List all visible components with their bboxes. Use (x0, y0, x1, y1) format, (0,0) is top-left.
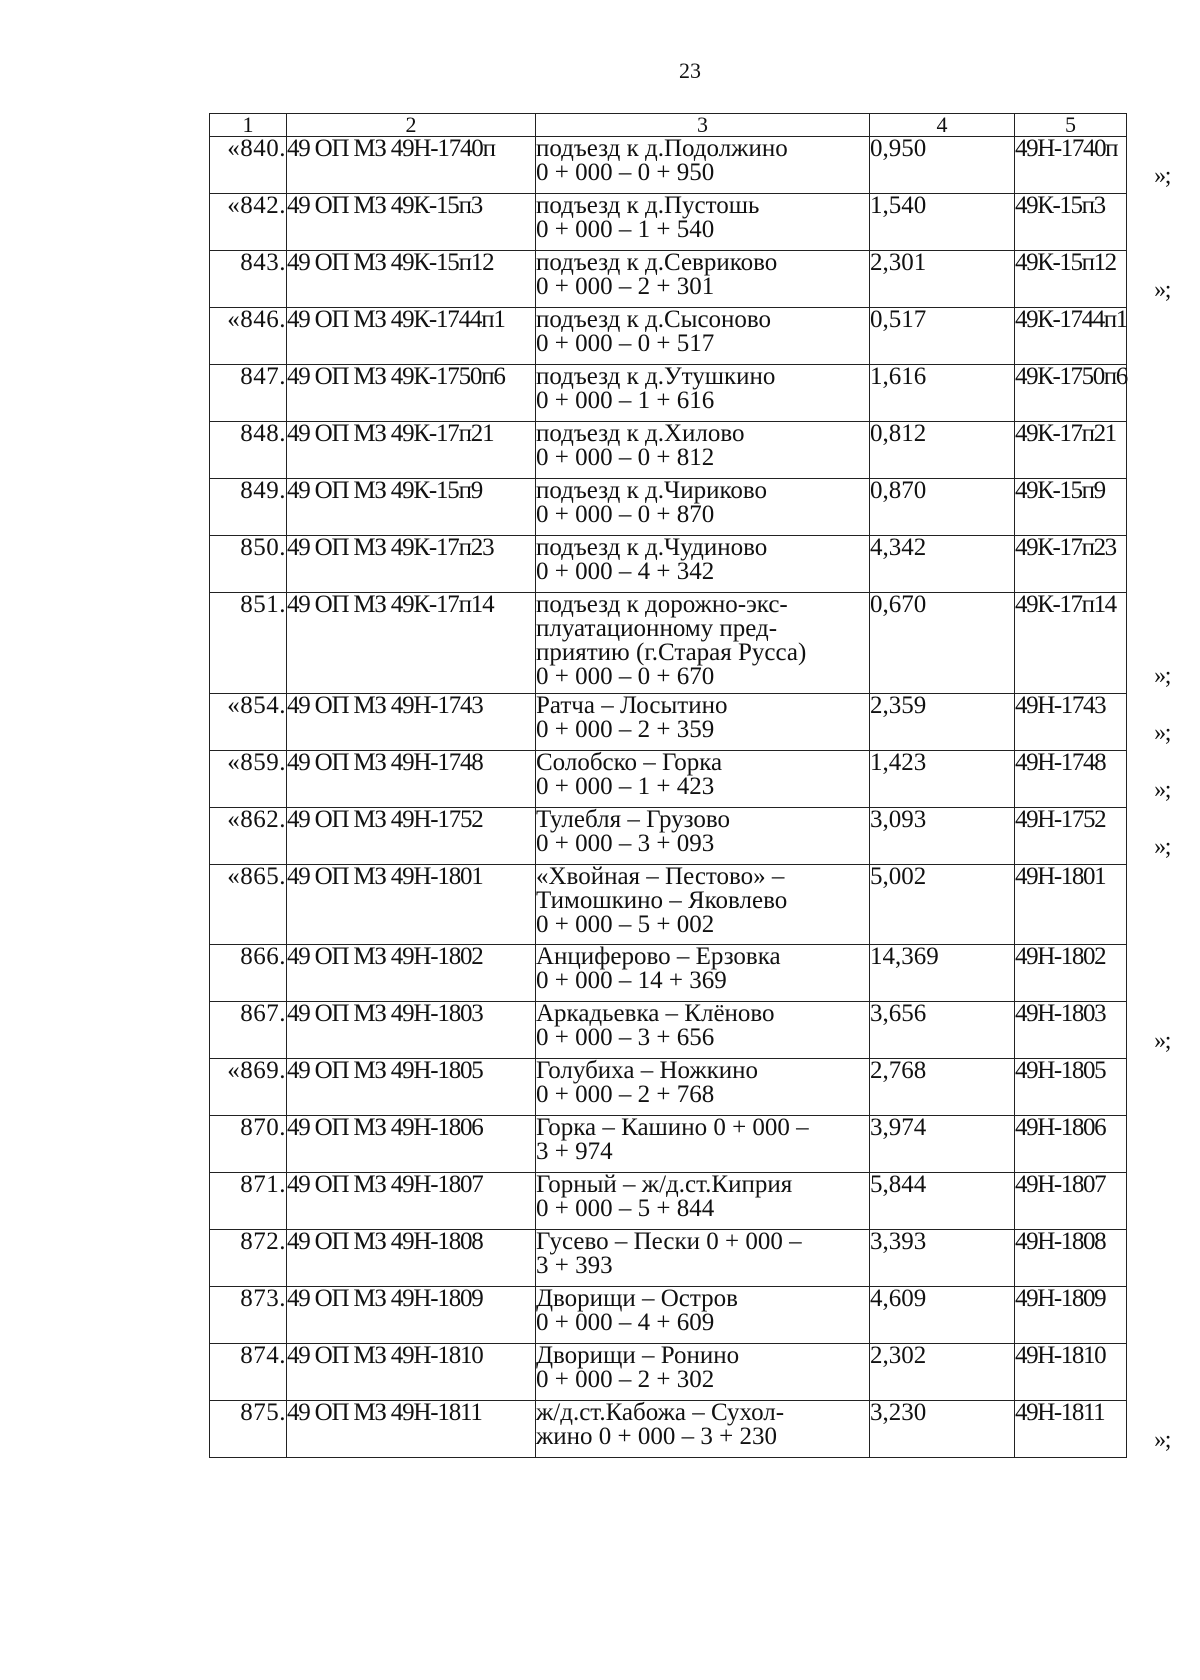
road-name-cell (536, 945, 870, 1002)
road-id-text: 49Н-1811 (1015, 1399, 1105, 1426)
road-code-cell: 49 ОП МЗ 49К-15п3 (287, 194, 536, 251)
row-number-cell: 849. (210, 479, 287, 536)
row-number-cell: «846. (210, 308, 287, 365)
quote-closer: »; (1154, 163, 1170, 189)
row-number-cell: «869. (210, 1059, 287, 1116)
road-id-text: 49К-17п23 (1015, 534, 1116, 561)
road-length-cell: 3,974 (870, 1116, 1015, 1173)
road-name-line: приятию (г.Старая Русса) (536, 639, 807, 666)
road-id-cell (1015, 591, 1170, 694)
table-row (210, 308, 1127, 365)
road-length-cell: 2,768 (870, 1059, 1015, 1116)
road-code-cell: 49 ОП МЗ 49Н-1803 (287, 1002, 536, 1059)
road-id-cell (1015, 1399, 1170, 1458)
road-code-cell: 49 ОП МЗ 49Н-1811 (287, 1401, 536, 1458)
road-name-cell (536, 1401, 870, 1458)
road-length-cell: 0,950 (870, 137, 1015, 194)
road-name-cell (536, 308, 870, 365)
road-id-text: 49Н-1752 (1015, 806, 1106, 833)
road-length-cell: 5,844 (870, 1173, 1015, 1230)
road-name-line: подъезд к д.Чудиново (536, 534, 768, 561)
road-length-cell: 2,359 (870, 694, 1015, 751)
road-id-cell (1015, 749, 1170, 808)
road-id-cell (1015, 1287, 1127, 1344)
road-name-line: 0 + 000 – 1 + 540 (536, 216, 715, 243)
row-number-cell: «865. (210, 865, 287, 945)
table-row (210, 479, 1127, 536)
table-row (210, 945, 1127, 1002)
road-id-text: 49Н-1807 (1015, 1171, 1106, 1198)
road-length-cell: 3,230 (870, 1401, 1015, 1458)
quote-closer: »; (1154, 720, 1170, 746)
road-id-text: 49Н-1810 (1015, 1342, 1106, 1369)
road-id-cell (1015, 1173, 1127, 1230)
road-name-line: Ратча – Лосытино (536, 692, 728, 719)
road-code-cell: 49 ОП МЗ 49К-17п21 (287, 422, 536, 479)
road-name-line: 0 + 000 – 5 + 844 (536, 1195, 715, 1222)
road-code-cell: 49 ОП МЗ 49Н-1752 (287, 808, 536, 865)
road-id-text: 49К-15п3 (1015, 192, 1105, 219)
road-name-cell (536, 1287, 870, 1344)
row-number-cell: 851. (210, 593, 287, 694)
row-number-cell: 848. (210, 422, 287, 479)
road-name-line: «Хвойная – Пестово» – (536, 863, 785, 890)
road-name-line: Голубиха – Ножкино (536, 1057, 759, 1084)
road-table-container (209, 112, 1170, 1458)
table-row (210, 251, 1127, 308)
road-code-cell: 49 ОП МЗ 49Н-1806 (287, 1116, 536, 1173)
road-code-cell: 49 ОП МЗ 49Н-1809 (287, 1287, 536, 1344)
table-body (210, 135, 1170, 1458)
road-id-text: 49Н-1806 (1015, 1114, 1106, 1141)
table-row (210, 593, 1127, 694)
road-length-cell: 2,302 (870, 1344, 1015, 1401)
row-number-cell: 866. (210, 945, 287, 1002)
road-name-line: подъезд к дорожно-экс- (536, 591, 788, 618)
road-name-line: ж/д.ст.Кабожа – Сухол- (536, 1399, 785, 1426)
header-col-3: 3 (536, 114, 870, 137)
table-row (210, 422, 1127, 479)
road-name-line: Анциферово – Ерзовка (536, 943, 781, 970)
table-row (210, 694, 1127, 751)
road-name-line: 0 + 000 – 2 + 768 (536, 1081, 715, 1108)
road-name-line: Горный – ж/д.ст.Киприя (536, 1171, 793, 1198)
row-number-cell: 874. (210, 1344, 287, 1401)
road-id-text: 49Н-1743 (1015, 692, 1106, 719)
road-id-cell (1015, 194, 1127, 251)
road-name-cell (536, 137, 870, 194)
road-code-cell: 49 ОП МЗ 49Н-1801 (287, 865, 536, 945)
page-number: 23 (679, 58, 701, 83)
road-id-cell (1015, 536, 1127, 593)
road-name-line: Аркадьевка – Клёново (536, 1000, 775, 1027)
quote-closer: »; (1154, 1028, 1170, 1054)
road-name-line: 0 + 000 – 0 + 950 (536, 159, 715, 186)
road-name-line: 3 + 393 (536, 1252, 613, 1279)
road-length-cell: 4,609 (870, 1287, 1015, 1344)
table-row (210, 1116, 1127, 1173)
table-row (210, 1002, 1127, 1059)
table-row (210, 1173, 1127, 1230)
header-col-1: 1 (210, 114, 287, 137)
road-length-cell: 4,342 (870, 536, 1015, 593)
road-id-cell (1015, 692, 1170, 751)
table-row (210, 1401, 1127, 1458)
road-id-text: 49Н-1802 (1015, 943, 1106, 970)
road-name-cell (536, 1344, 870, 1401)
road-id-text: 49Н-1808 (1015, 1228, 1106, 1255)
road-length-cell: 3,393 (870, 1230, 1015, 1287)
quote-closer: »; (1154, 277, 1170, 303)
road-name-line: 0 + 000 – 5 + 002 (536, 911, 715, 938)
row-number-cell: 872. (210, 1230, 287, 1287)
row-number-cell: 850. (210, 536, 287, 593)
road-id-text: 49Н-1748 (1015, 749, 1106, 776)
header-col-4: 4 (870, 114, 1015, 137)
road-name-line: подъезд к д.Чириково (536, 477, 767, 504)
road-code-cell: 49 ОП МЗ 49К-1744п1 (287, 308, 536, 365)
road-name-cell (536, 1002, 870, 1059)
road-name-line: 0 + 000 – 14 + 369 (536, 967, 727, 994)
road-length-cell: 0,517 (870, 308, 1015, 365)
road-name-cell (536, 808, 870, 865)
road-name-cell (536, 422, 870, 479)
road-name-cell (536, 1173, 870, 1230)
road-length-cell: 0,812 (870, 422, 1015, 479)
road-name-cell (536, 694, 870, 751)
row-number-cell: 867. (210, 1002, 287, 1059)
road-id-cell (1015, 1059, 1127, 1116)
road-length-cell: 0,870 (870, 479, 1015, 536)
road-name-cell (536, 1116, 870, 1173)
road-id-cell (1015, 865, 1127, 945)
road-name-cell (536, 1230, 870, 1287)
road-name-line: 0 + 000 – 4 + 609 (536, 1309, 715, 1336)
road-code-cell: 49 ОП МЗ 49Н-1748 (287, 751, 536, 808)
road-length-cell: 1,540 (870, 194, 1015, 251)
road-name-line: подъезд к д.Подолжино (536, 135, 788, 162)
road-name-cell (536, 865, 870, 945)
road-code-cell: 49 ОП МЗ 49Н-1743 (287, 694, 536, 751)
road-id-cell (1015, 1230, 1127, 1287)
road-id-cell (1015, 135, 1170, 194)
road-code-cell: 49 ОП МЗ 49Н-1740п (287, 137, 536, 194)
road-name-cell (536, 751, 870, 808)
road-name-line: подъезд к д.Утушкино (536, 363, 776, 390)
road-length-cell: 0,670 (870, 593, 1015, 694)
road-length-cell: 1,423 (870, 751, 1015, 808)
row-number-cell: 870. (210, 1116, 287, 1173)
table-row (210, 137, 1127, 194)
row-number-cell: 847. (210, 365, 287, 422)
table-row (210, 536, 1127, 593)
road-name-line: 3 + 974 (536, 1138, 613, 1165)
road-code-cell: 49 ОП МЗ 49К-1750п6 (287, 365, 536, 422)
road-name-line: Тимошкино – Яковлево (536, 887, 788, 914)
road-id-cell (1015, 308, 1127, 365)
road-name-line: 0 + 000 – 2 + 359 (536, 716, 715, 743)
road-name-line: плуатационному пред- (536, 615, 778, 642)
road-code-cell: 49 ОП МЗ 49Н-1802 (287, 945, 536, 1002)
road-name-line: 0 + 000 – 4 + 342 (536, 558, 715, 585)
table-row (210, 751, 1127, 808)
road-code-cell: 49 ОП МЗ 49Н-1807 (287, 1173, 536, 1230)
road-code-cell: 49 ОП МЗ 49Н-1810 (287, 1344, 536, 1401)
road-id-text: 49Н-1740п (1015, 135, 1118, 162)
table-row (210, 1344, 1127, 1401)
road-name-line: подъезд к д.Севриково (536, 249, 778, 276)
table-row (210, 865, 1127, 945)
table-row (210, 1287, 1127, 1344)
road-length-cell: 5,002 (870, 865, 1015, 945)
row-number-cell: «840. (210, 137, 287, 194)
quote-closer: »; (1154, 663, 1170, 689)
row-number-cell: 871. (210, 1173, 287, 1230)
row-number-cell: 875. (210, 1401, 287, 1458)
road-name-line: 0 + 000 – 3 + 656 (536, 1024, 715, 1051)
road-name-line: 0 + 000 – 1 + 423 (536, 773, 715, 800)
road-name-line: Гусево – Пески 0 + 000 – (536, 1228, 802, 1255)
road-id-text: 49Н-1809 (1015, 1285, 1106, 1312)
road-name-line: 0 + 000 – 0 + 870 (536, 501, 715, 528)
road-name-line: 0 + 000 – 2 + 302 (536, 1366, 715, 1393)
row-number-cell: 873. (210, 1287, 287, 1344)
quote-closer: »; (1154, 834, 1170, 860)
table-header (210, 114, 1127, 137)
road-code-cell: 49 ОП МЗ 49Н-1808 (287, 1230, 536, 1287)
road-length-cell: 14,369 (870, 945, 1015, 1002)
road-id-cell (1015, 806, 1170, 865)
table-row (210, 194, 1127, 251)
road-id-text: 49К-15п9 (1015, 477, 1105, 504)
table-row (210, 365, 1127, 422)
table-row (210, 1230, 1127, 1287)
road-name-cell (536, 194, 870, 251)
row-number-cell: «859. (210, 751, 287, 808)
road-code-cell: 49 ОП МЗ 49К-17п23 (287, 536, 536, 593)
road-name-line: Солобско – Горка (536, 749, 723, 776)
quote-closer: »; (1154, 1427, 1170, 1453)
road-name-cell (536, 365, 870, 422)
road-id-text: 49Н-1801 (1015, 863, 1106, 890)
road-length-cell: 3,656 (870, 1002, 1015, 1059)
road-id-cell (1015, 479, 1127, 536)
road-name-cell (536, 251, 870, 308)
road-id-cell (1015, 1116, 1127, 1173)
road-id-text: 49К-17п21 (1015, 420, 1116, 447)
road-name-cell (536, 1059, 870, 1116)
header-col-5: 5 (1015, 114, 1127, 137)
road-name-line: 0 + 000 – 0 + 670 (536, 663, 715, 690)
road-name-cell (536, 479, 870, 536)
road-name-line: Горка – Кашино 0 + 000 – (536, 1114, 809, 1141)
road-code-cell: 49 ОП МЗ 49Н-1805 (287, 1059, 536, 1116)
header-row (210, 114, 1127, 137)
row-number-cell: «854. (210, 694, 287, 751)
row-number-cell: 843. (210, 251, 287, 308)
road-name-line: 0 + 000 – 0 + 517 (536, 330, 715, 357)
table-row (210, 808, 1127, 865)
road-name-line: 0 + 000 – 3 + 093 (536, 830, 715, 857)
road-name-line: подъезд к д.Сысоново (536, 306, 772, 333)
road-name-line: Дворищи – Ронино (536, 1342, 740, 1369)
road-id-text: 49К-15п12 (1015, 249, 1116, 276)
road-code-cell: 49 ОП МЗ 49К-17п14 (287, 593, 536, 694)
road-name-line: подъезд к д.Пустошь (536, 192, 760, 219)
road-name-line: жино 0 + 000 – 3 + 230 (536, 1423, 777, 1450)
row-number-cell: «862. (210, 808, 287, 865)
road-code-cell: 49 ОП МЗ 49К-15п9 (287, 479, 536, 536)
row-number-cell: «842. (210, 194, 287, 251)
road-id-cell (1015, 1344, 1127, 1401)
table-row (210, 1059, 1127, 1116)
road-id-text: 49К-1750п6 (1015, 363, 1127, 390)
road-length-cell: 1,616 (870, 365, 1015, 422)
road-id-text: 49К-1744п1 (1015, 306, 1127, 333)
header-col-2: 2 (287, 114, 536, 137)
road-name-line: Дворищи – Остров (536, 1285, 738, 1312)
road-id-text: 49К-17п14 (1015, 591, 1116, 618)
road-id-cell (1015, 1000, 1170, 1059)
road-name-line: подъезд к д.Хилово (536, 420, 745, 447)
road-name-line: Тулебля – Грузово (536, 806, 730, 833)
road-length-cell: 3,093 (870, 808, 1015, 865)
road-name-cell (536, 536, 870, 593)
road-id-cell (1015, 249, 1170, 308)
road-id-cell (1015, 422, 1127, 479)
road-length-cell: 2,301 (870, 251, 1015, 308)
road-name-line: 0 + 000 – 2 + 301 (536, 273, 715, 300)
road-table (209, 112, 1170, 1458)
road-id-cell (1015, 365, 1127, 422)
road-id-text: 49Н-1805 (1015, 1057, 1106, 1084)
road-name-cell (536, 593, 870, 694)
quote-closer: »; (1154, 777, 1170, 803)
road-id-text: 49Н-1803 (1015, 1000, 1106, 1027)
road-name-line: 0 + 000 – 0 + 812 (536, 444, 715, 471)
road-id-cell (1015, 945, 1127, 1002)
road-code-cell: 49 ОП МЗ 49К-15п12 (287, 251, 536, 308)
road-name-line: 0 + 000 – 1 + 616 (536, 387, 715, 414)
